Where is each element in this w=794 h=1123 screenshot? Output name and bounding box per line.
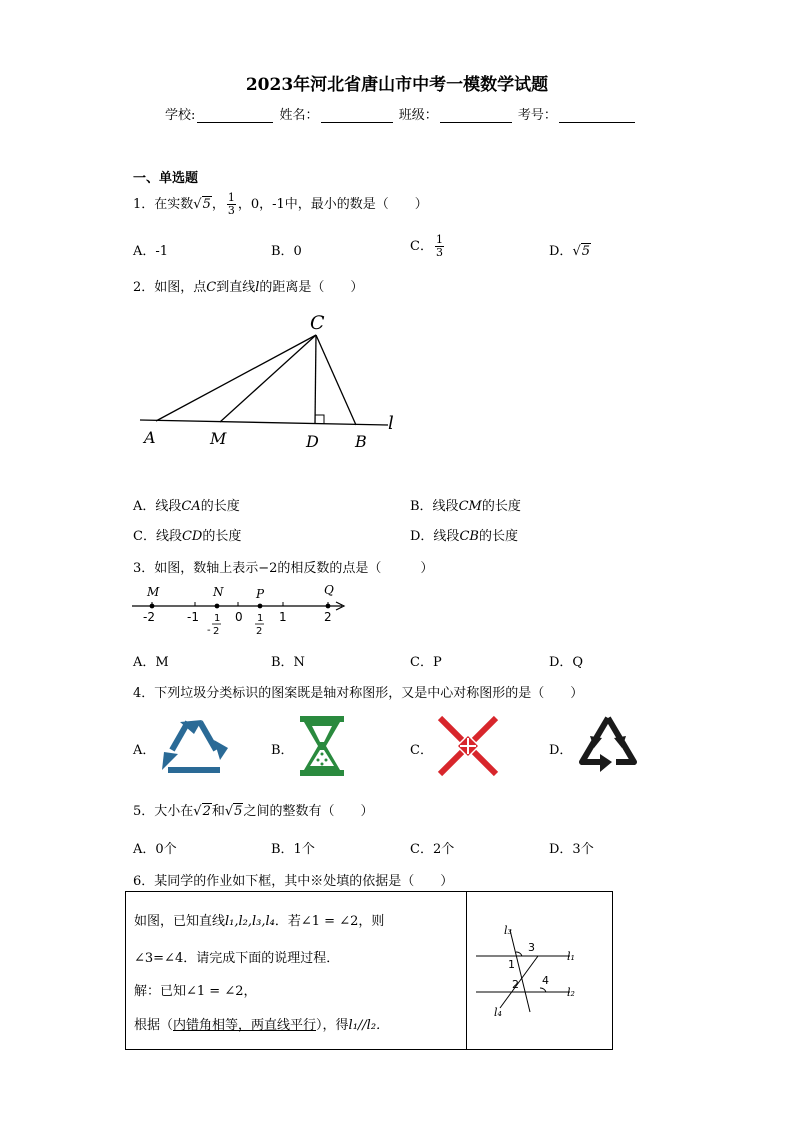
q1-option-c[interactable]: C． $\frac{1}{3}$ (410, 233, 443, 259)
segment-cb (316, 335, 356, 425)
q2-option-b[interactable]: B．线段CM的长度 (410, 499, 521, 514)
question-4-stem: 4．下列垃圾分类标识的图案既是轴对称图形，又是中心对称图形的是（ ） (133, 686, 584, 701)
school-blank[interactable] (197, 108, 273, 123)
question-1-stem: 1．在实数√5， $\frac{1}{3}$ ，0，-1中，最小的数是（ ） (133, 191, 428, 217)
label-l4: l₄ (494, 1006, 502, 1019)
label-angle-2: 2 (512, 978, 519, 991)
label-b: B (355, 432, 367, 451)
label-m: M (210, 429, 227, 448)
question-2-stem: 2．如图，点C到直线l的距离是（ ） (133, 280, 364, 295)
label-angle-4: 4 (542, 974, 549, 987)
q3-option-c[interactable]: C．P (410, 655, 442, 670)
label-l1: l₁ (567, 950, 575, 963)
tick-label: 0 (235, 610, 243, 624)
q5-option-a[interactable]: A．0个 (133, 842, 177, 857)
student-info-line (165, 104, 637, 123)
tick-label: 1 (257, 613, 264, 624)
question-3-stem: 3．如图，数轴上表示−2的相反数的点是（ ） (133, 561, 434, 576)
recycle-icon-black (574, 712, 642, 776)
box-line-2: ∠3=∠4．请完成下面的说理过程． (134, 951, 340, 966)
q3-option-b[interactable]: B．N (271, 655, 305, 670)
q2-option-c[interactable]: C．线段CD的长度 (133, 529, 242, 544)
label-d: D (306, 432, 319, 451)
q3-option-a[interactable]: A．M (133, 655, 169, 670)
label-a: A (144, 428, 156, 447)
label-p: P (256, 587, 265, 601)
q2-option-d[interactable]: D．线段CB的长度 (410, 529, 518, 544)
label-l2: l₂ (567, 986, 575, 999)
label-n: N (213, 585, 224, 599)
tick-label: -1 (187, 610, 199, 624)
q4-option-a[interactable]: A． (133, 743, 156, 758)
q6-homework-box (125, 891, 613, 1050)
angle-4-arc (540, 988, 546, 992)
name-blank[interactable] (321, 108, 393, 123)
label-l3: l₃ (504, 924, 512, 937)
label-m: M (147, 585, 160, 599)
label-c: C (310, 312, 325, 334)
sqrt-2: √2 (193, 804, 211, 819)
label-angle-1: 1 (508, 958, 515, 971)
line-l4 (500, 956, 538, 1008)
section-heading: 一、单选题 (133, 171, 199, 186)
label-angle-3: 3 (528, 941, 535, 954)
school-label: 学校: (165, 108, 196, 123)
q4-option-d[interactable]: D． (549, 743, 573, 758)
point-n (215, 604, 220, 609)
angle-3-arc (516, 952, 522, 956)
q1-option-b[interactable]: B．0 (271, 244, 302, 259)
line-l (140, 420, 388, 425)
point-q (326, 604, 331, 609)
sqrt-5: √5 (224, 804, 243, 819)
box-line-4: 根据（内错角相等，两直线平行），得l₁//l₂． (134, 1018, 390, 1033)
box-divider (466, 892, 467, 1049)
tick-label: 2 (213, 626, 220, 637)
tick-label: 1 (214, 613, 221, 624)
q4-option-c[interactable]: C． (410, 743, 433, 758)
exam-no-blank[interactable] (559, 108, 635, 123)
tick-label: -2 (143, 610, 155, 624)
sqrt-5: √5 (193, 197, 211, 212)
segment-cd (315, 335, 316, 424)
point-m (150, 604, 155, 609)
page-title: 2023年河北省唐山市中考一模数学试题 (245, 75, 549, 95)
label-l: l (388, 413, 394, 434)
fraction-one-third: $\frac{1}{3}$ (227, 191, 235, 217)
name-label: 姓名： (279, 108, 319, 123)
q5-option-b[interactable]: B．1个 (271, 842, 315, 857)
q5-option-c[interactable]: C．2个 (410, 842, 455, 857)
question-6-stem: 6．某同学的作业如下框，其中※处填的依据是（ ） (133, 874, 454, 889)
hourglass-icon-green (296, 714, 348, 778)
class-label: 班级： (398, 108, 438, 123)
cross-arrows-icon-red (436, 714, 500, 778)
q3-number-line (128, 580, 353, 640)
label-q: Q (324, 583, 334, 597)
q1-option-a[interactable]: A．-1 (133, 244, 169, 259)
q2-option-a[interactable]: A．线段CA的长度 (133, 499, 240, 514)
tick-label: 1 (279, 610, 287, 624)
q5-option-d[interactable]: D．3个 (549, 842, 594, 857)
q4-option-b[interactable]: B． (271, 743, 294, 758)
point-p (258, 604, 263, 609)
tick-label: - (207, 625, 211, 636)
class-blank[interactable] (440, 108, 512, 123)
right-angle-mark (315, 415, 324, 424)
q6-lines-figure (470, 920, 606, 1020)
recycle-icon-blue (158, 714, 230, 778)
question-5-stem: 5．大小在√2和√5之间的整数有（ ） (133, 804, 374, 819)
box-line-1: 如图，已知直线l₁,l₂,l₃,l₄．若∠1 = ∠2，则 (134, 914, 385, 929)
q1-option-d[interactable]: D．√5 (549, 244, 591, 259)
exam-no-label: 考号： (517, 108, 557, 123)
q3-option-d[interactable]: D．Q (549, 655, 584, 670)
tick-label: 2 (324, 610, 332, 624)
box-line-3: 解：已知∠1 = ∠2， (134, 984, 257, 999)
tick-label: 2 (256, 626, 263, 637)
q2-triangle-figure (130, 305, 410, 455)
